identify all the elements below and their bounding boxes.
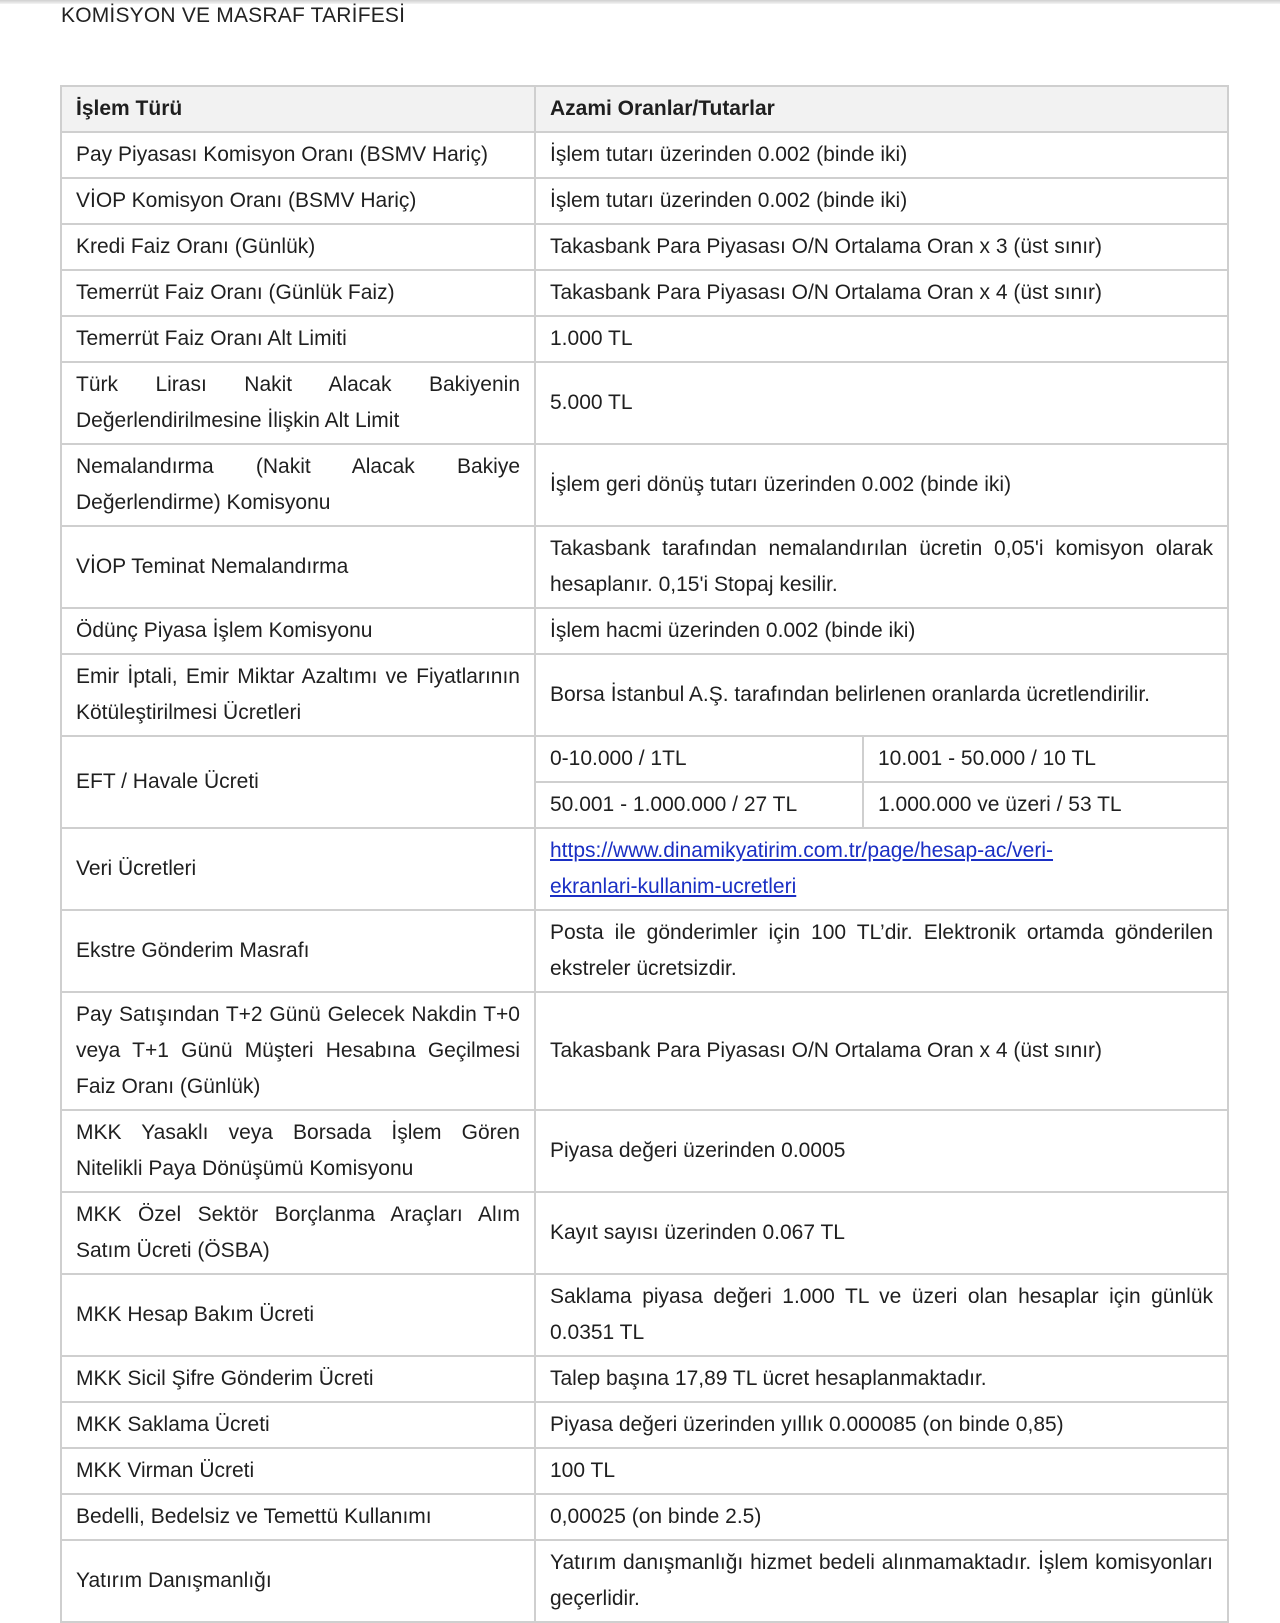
table-row xyxy=(61,1402,1228,1448)
table-row-veri xyxy=(61,828,1228,910)
row-label: MKK Yasaklı veya Borsada İşlem Gören Nitelikli Paya Dönüşümü Komisyonu xyxy=(61,1110,535,1192)
row-label: Temerrüt Faiz Oranı (Günlük Faiz) xyxy=(61,270,535,316)
table-row xyxy=(61,444,1228,526)
table-row-eft xyxy=(61,736,1228,782)
veri-link-line1: https://www.dinamikyatirim.com.tr/page/hesap-ac/veri- xyxy=(550,839,1054,862)
table-row xyxy=(61,362,1228,444)
row-value: 5.000 TL xyxy=(535,362,1228,444)
table-row xyxy=(61,178,1228,224)
row-value: Takasbank Para Piyasası O/N Ortalama Oran x 3 (üst sınır) xyxy=(535,224,1228,270)
row-value: Kayıt sayısı üzerinden 0.067 TL xyxy=(535,1192,1228,1274)
row-label: MKK Saklama Ücreti xyxy=(61,1402,535,1448)
row-value: Posta ile gönderimler için 100 TL’dir. Elektronik ortamda gönderilen ekstreler ücretsizdir. xyxy=(535,910,1228,992)
table-row xyxy=(61,1356,1228,1402)
table-row xyxy=(61,1274,1228,1356)
row-label: Yatırım Danışmanlığı xyxy=(61,1540,535,1622)
row-value: 1.000 TL xyxy=(535,316,1228,362)
row-value: Takasbank Para Piyasası O/N Ortalama Oran x 4 (üst sınır) xyxy=(535,270,1228,316)
row-value: 100 TL xyxy=(535,1448,1228,1494)
row-label: Bedelli, Bedelsiz ve Temettü Kullanımı xyxy=(61,1494,535,1540)
row-value: Talep başına 17,89 TL ücret hesaplanmaktadır. xyxy=(535,1356,1228,1402)
table-row xyxy=(61,1540,1228,1622)
row-label: Nemalandırma (Nakit Alacak Bakiye Değerlendirme) Komisyonu xyxy=(61,444,535,526)
row-value: Piyasa değeri üzerinden yıllık 0.000085 (on binde 0,85) xyxy=(535,1402,1228,1448)
row-label: Türk Lirası Nakit Alacak Bakiyenin Değerlendirilmesine İlişkin Alt Limit xyxy=(61,362,535,444)
row-value: İşlem tutarı üzerinden 0.002 (binde iki) xyxy=(535,132,1228,178)
row-label: Pay Piyasası Komisyon Oranı (BSMV Hariç) xyxy=(61,132,535,178)
row-label: Ödünç Piyasa İşlem Komisyonu xyxy=(61,608,535,654)
row-label: MKK Virman Ücreti xyxy=(61,1448,535,1494)
eft-tier: 1.000.000 ve üzeri / 53 TL xyxy=(863,782,1228,828)
row-label: MKK Özel Sektör Borçlanma Araçları Alım Satım Ücreti (ÖSBA) xyxy=(61,1192,535,1274)
table-row xyxy=(61,992,1228,1110)
row-label: Pay Satışından T+2 Günü Gelecek Nakdin T+0 veya T+1 Günü Müşteri Hesabına Geçilmesi Faiz Oranı (Günlük) xyxy=(61,992,535,1110)
table-row xyxy=(61,1192,1228,1274)
table-header-row xyxy=(61,86,1228,132)
header-cell-azami-oranlar: Azami Oranlar/Tutarlar xyxy=(535,86,1228,132)
veri-label: Veri Ücretleri xyxy=(61,828,535,910)
row-label: Kredi Faiz Oranı (Günlük) xyxy=(61,224,535,270)
veri-link-cell xyxy=(535,828,1228,910)
row-label: Emir İptali, Emir Miktar Azaltımı ve Fiyatlarının Kötüleştirilmesi Ücretleri xyxy=(61,654,535,736)
table-row xyxy=(61,224,1228,270)
eft-tier: 0-10.000 / 1TL xyxy=(535,736,863,782)
row-value: İşlem hacmi üzerinden 0.002 (binde iki) xyxy=(535,608,1228,654)
table-row xyxy=(61,316,1228,362)
table-row xyxy=(61,132,1228,178)
veri-ucretleri-link[interactable] xyxy=(550,839,1053,898)
row-label: Ekstre Gönderim Masrafı xyxy=(61,910,535,992)
eft-tier: 50.001 - 1.000.000 / 27 TL xyxy=(535,782,863,828)
header-cell-islem-turu: İşlem Türü xyxy=(61,86,535,132)
row-label: VİOP Komisyon Oranı (BSMV Hariç) xyxy=(61,178,535,224)
row-value: Saklama piyasa değeri 1.000 TL ve üzeri olan hesaplar için günlük 0.0351 TL xyxy=(535,1274,1228,1356)
table-row xyxy=(61,1110,1228,1192)
tariff-table xyxy=(60,85,1229,1623)
eft-tier: 10.001 - 50.000 / 10 TL xyxy=(863,736,1228,782)
row-label: Temerrüt Faiz Oranı Alt Limiti xyxy=(61,316,535,362)
row-value: Borsa İstanbul A.Ş. tarafından belirlenen oranlarda ücretlendirilir. xyxy=(535,654,1228,736)
row-value: Yatırım danışmanlığı hizmet bedeli alınmamaktadır. İşlem komisyonları geçerlidir. xyxy=(535,1540,1228,1622)
row-label: VİOP Teminat Nemalandırma xyxy=(61,526,535,608)
table-row xyxy=(61,1494,1228,1540)
row-value: Takasbank Para Piyasası O/N Ortalama Oran x 4 (üst sınır) xyxy=(535,992,1228,1110)
row-value: 0,00025 (on binde 2.5) xyxy=(535,1494,1228,1540)
row-label: MKK Sicil Şifre Gönderim Ücreti xyxy=(61,1356,535,1402)
table-row xyxy=(61,1448,1228,1494)
row-value: Takasbank tarafından nemalandırılan ücretin 0,05'i komisyon olarak hesaplanır. 0,15'i Stopaj kesilir. xyxy=(535,526,1228,608)
row-value: İşlem geri dönüş tutarı üzerinden 0.002 (binde iki) xyxy=(535,444,1228,526)
row-label: MKK Hesap Bakım Ücreti xyxy=(61,1274,535,1356)
table-row xyxy=(61,526,1228,608)
table-row xyxy=(61,270,1228,316)
table-row xyxy=(61,608,1228,654)
row-value: İşlem tutarı üzerinden 0.002 (binde iki) xyxy=(535,178,1228,224)
document-title: KOMİSYON VE MASRAF TARİFESİ xyxy=(61,4,406,27)
eft-label: EFT / Havale Ücreti xyxy=(61,736,535,828)
table-row xyxy=(61,654,1228,736)
veri-link-line2: ekranlari-kullanim-ucretleri xyxy=(550,875,797,898)
table-row xyxy=(61,910,1228,992)
row-value: Piyasa değeri üzerinden 0.0005 xyxy=(535,1110,1228,1192)
